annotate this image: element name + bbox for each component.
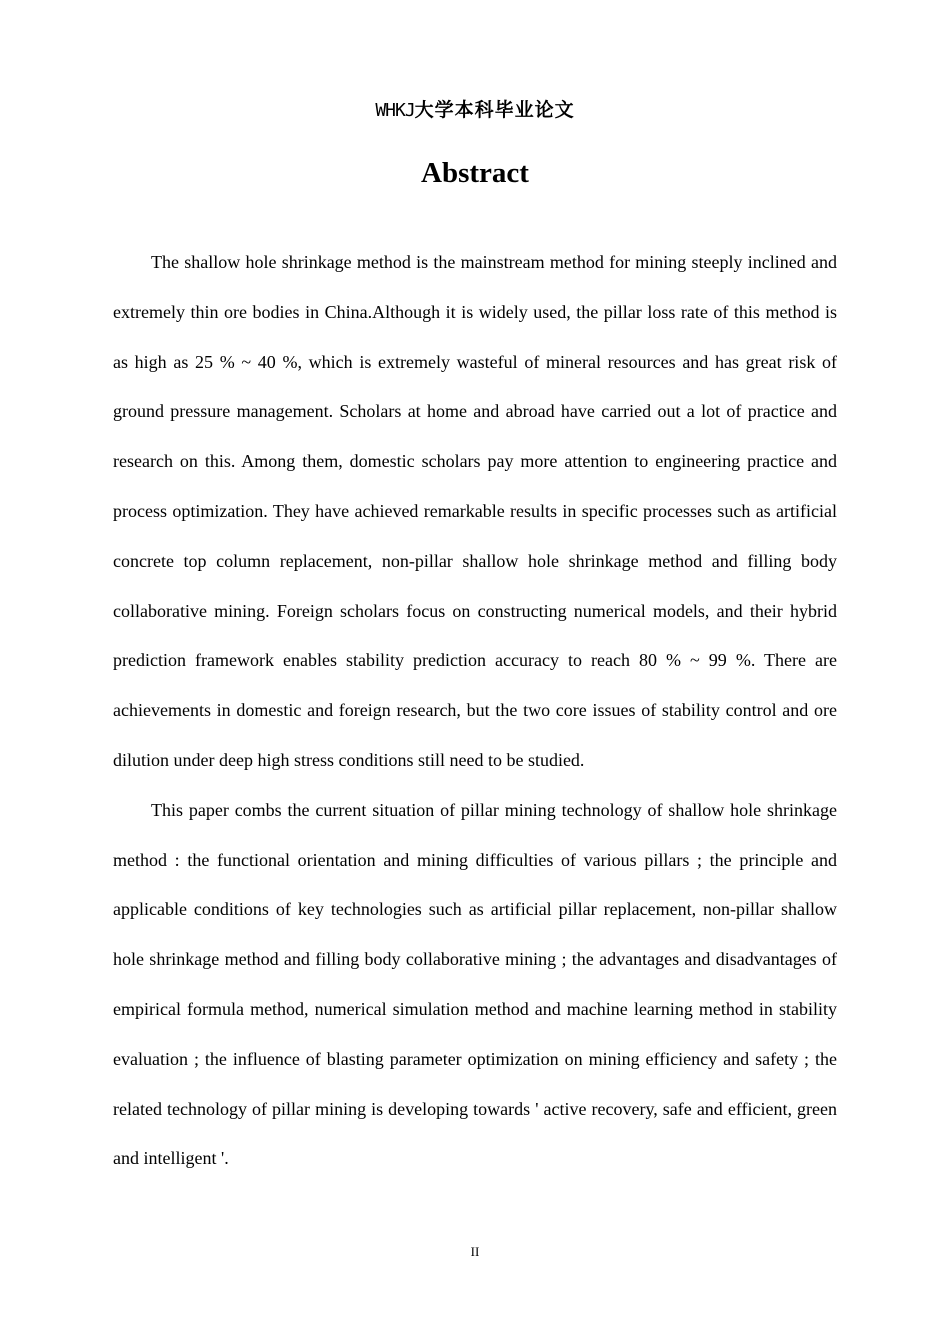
abstract-paragraph-2: This paper combs the current situation of pillar mining technology of shallow hole shrinkage method : the functional orientation and mining difficulties of various pillars ; the principle and applicable conditions of key technologies such as artificial pillar replacement, non-pillar shallow hole shrinkage method and filling body collaborative mining ; the advantages and disadvantages of empirical formula method, numerical simulation method and machine learning method in stability evaluation ; the influence of blasting parameter optimization on mining efficiency and safety ; the related technology of pillar mining is developing towards ' active recovery, safe and efficient, green and intelligent '. bbox=[113, 799, 837, 1169]
abstract-title: Abstract bbox=[421, 157, 529, 189]
abstract-paragraph-1: The shallow hole shrinkage method is the mainstream method for mining steeply inclined and extremely thin ore bodies in China.Although it is widely used, the pillar loss rate of this method is as high as 25 % ~ 40 %, which is extremely wasteful of mineral resources and has great risk of ground pressure management. Scholars at home and abroad have carried out a lot of practice and research on this. Among them, domestic scholars pay more attention to engineering practice and process optimization. They have achieved remarkable results in specific processes such as artificial concrete top column replacement, non-pillar shallow hole shrinkage method and filling body collaborative mining. Foreign scholars focus on constructing numerical models, and their hybrid prediction framework enables stability prediction accuracy to reach 80 % ~ 99 %. There are achievements in domestic and foreign research, but the two core issues of stability control and ore dilution under deep high stress conditions still need to be studied. bbox=[113, 252, 837, 770]
page-number: II bbox=[470, 1244, 480, 1259]
header-university-code: WHKJ bbox=[375, 100, 415, 121]
abstract-body bbox=[113, 238, 837, 1184]
running-header bbox=[0, 96, 950, 125]
header-thesis-label: 大学本科毕业论文 bbox=[414, 99, 575, 121]
